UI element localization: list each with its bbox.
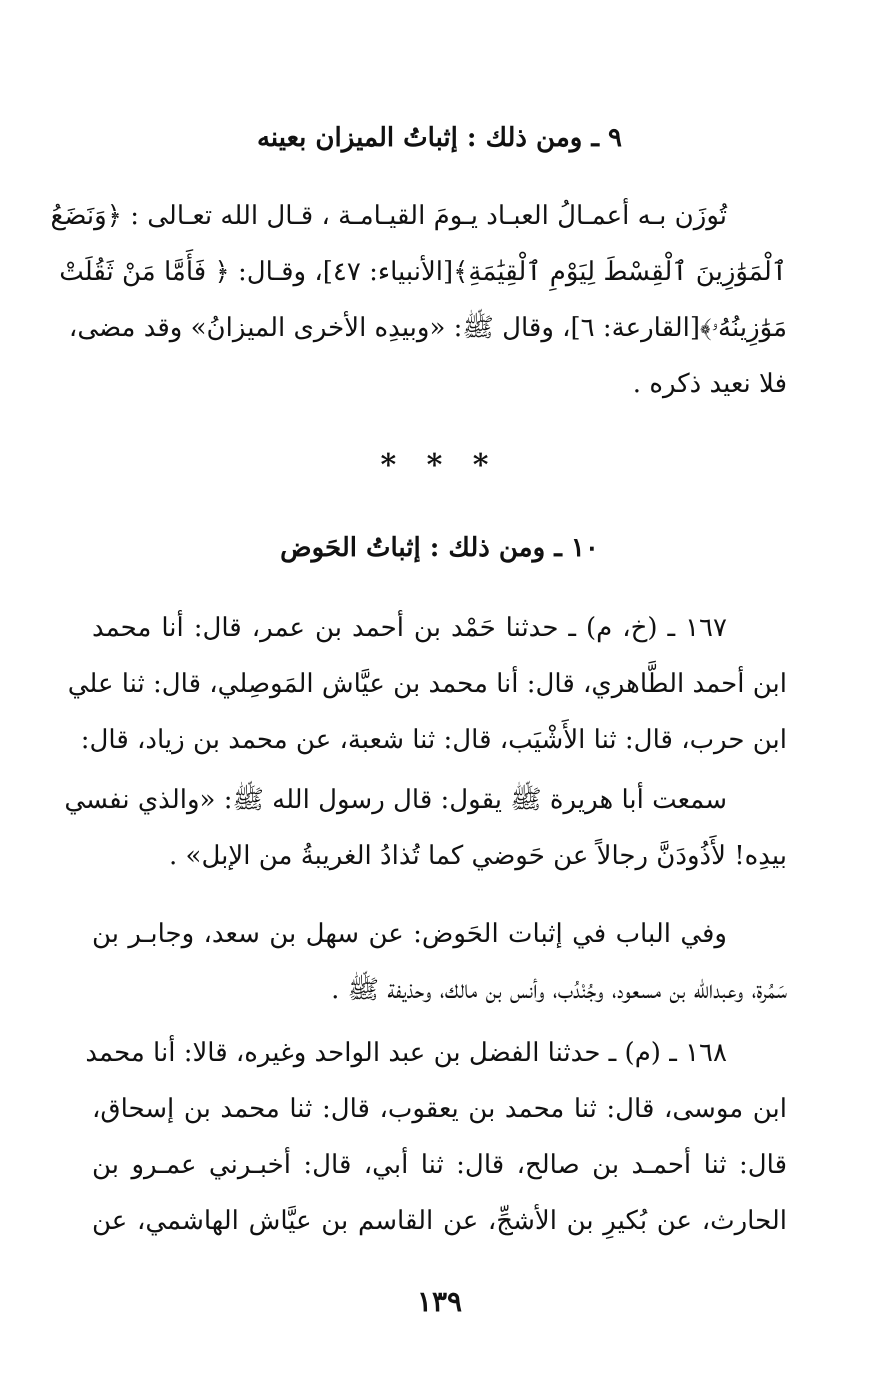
section-9-paragraph xyxy=(50,188,787,412)
text-line: ابن موسى، قال: ثنا محمد بن يعقوب، قال: ثنا محمد بن إسحاق، xyxy=(92,1094,787,1124)
section-separator: * * * xyxy=(380,448,499,483)
text-line: بيدِه! لأَذُودَنَّ رجالاً عن حَوضي كما تُذادُ الغريبةُ من الإبل» . xyxy=(169,841,787,871)
text-line: سمعت أبا هريرة ﷺ يقول: قال رسول الله ﷺ: «والذي نفسي xyxy=(64,785,727,815)
text-line: سَمُرة، وعبدالله بن مسعود، وجُنْدُب، وأنس بن مالك، وحذيفة ﷺ . xyxy=(331,975,787,1005)
chapter-references xyxy=(92,906,787,1018)
hadith-167-isnad xyxy=(67,600,787,768)
text-line: فلا نعيد ذكره . xyxy=(632,369,787,399)
section-9-heading: ٩ ـ ومن ذلك : إثباتُ الميزان بعينه xyxy=(256,123,623,153)
text-line: ابن أحمد الطَّاهري، قال: أنا محمد بن عيَّاش المَوصِلي، قال: ثنا علي xyxy=(67,669,787,699)
hadith-167-matn xyxy=(64,772,787,884)
text-line: ١٦٨ ـ (م) ـ حدثنا الفضل بن عبد الواحد وغيره، قالا: أنا محمد xyxy=(85,1038,727,1068)
text-line: ابن حرب، قال: ثنا الأَشْيَب، قال: ثنا شعبة، عن محمد بن زياد، قال: xyxy=(80,725,787,755)
text-line: الحارث، عن بُكيرِ بن الأشجِّ، عن القاسم بن عيَّاش الهاشمي، عن xyxy=(92,1206,787,1236)
text-line: تُوزَن بـه أعمـالُ العبـاد يـومَ القيـامـة ، قـال الله تعـالى : ﴿وَنَضَعُ xyxy=(50,201,727,231)
section-10-heading: ١٠ ـ ومن ذلك : إثباتُ الحَوض xyxy=(280,533,599,563)
text-line: مَوَٰزِينُهُۥ﴾[القارعة: ٦]، وقال ﷺ: «وبيدِه الأخرى الميزانُ» وقد مضى، xyxy=(68,313,787,343)
text-line: قال: ثنا أحمـد بن صالح، قال: ثنا أبي، قال: أخبـرني عمـرو بن xyxy=(92,1150,787,1180)
page-number: ١٣٩ xyxy=(416,1285,463,1318)
hadith-168-isnad xyxy=(85,1025,787,1249)
text-line: ٱلْمَوَٰزِينَ ٱلْقِسْطَ لِيَوْمِ ٱلْقِيَٰمَةِ﴾[الأنبياء: ٤٧]، وقـال: ﴿ فَأَمَّا مَنْ ثَقُلَتْ xyxy=(59,257,787,287)
text-line: وفي الباب في إثبات الحَوض: عن سهل بن سعد، وجابـر بن xyxy=(92,919,727,949)
text-line: ١٦٧ ـ (خ، م) ـ حدثنا حَمْد بن أحمد بن عمر، قال: أنا محمد xyxy=(92,613,727,643)
